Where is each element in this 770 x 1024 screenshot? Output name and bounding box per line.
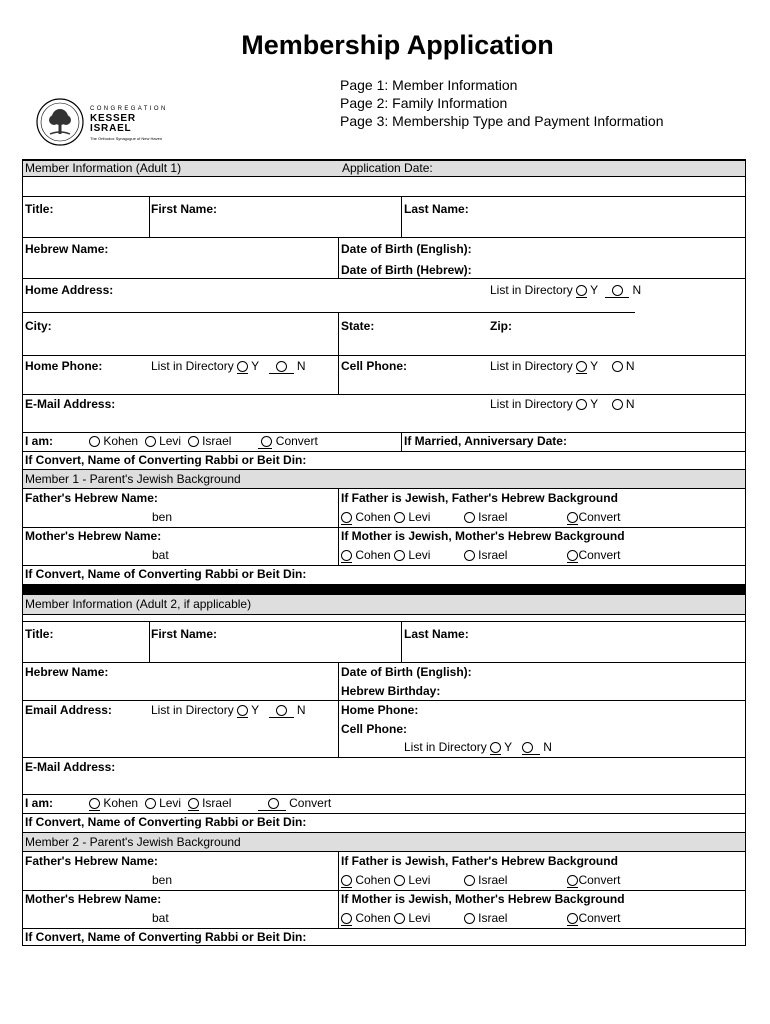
radio-button[interactable] (237, 361, 248, 372)
member1-header: Member 1 - Parent's Jewish Background (25, 472, 241, 486)
israel-label: Israel (202, 434, 232, 448)
adult2-convert-rabbi-label: If Convert, Name of Converting Rabbi or Beit Din: (25, 815, 307, 829)
application-date-label: Application Date: (342, 161, 433, 175)
adult1-convert-rabbi-label: If Convert, Name of Converting Rabbi or Beit Din: (25, 453, 307, 467)
page-title: Membership Application (241, 30, 554, 60)
radio-button[interactable] (464, 550, 475, 561)
member1-mother-hebrew-label: Mother's Hebrew Name: (25, 529, 162, 543)
member1-bat-label: bat (152, 548, 169, 562)
member2-mother-hebrew-label: Mother's Hebrew Name: (25, 892, 162, 906)
radio-button[interactable] (612, 361, 623, 372)
member2-mother-bg-options (341, 911, 621, 925)
member2-bat-label: bat (152, 911, 169, 925)
adult1-home-address-label: Home Address: (25, 283, 114, 297)
adult2-email-directory-option (151, 703, 306, 717)
cohen-label: Cohen (355, 911, 391, 925)
member1-convert-rabbi-label: If Convert, Name of Converting Rabbi or Beit Din: (25, 567, 307, 581)
adult2-cell-directory-option (404, 740, 552, 754)
tree-seal-icon (34, 96, 86, 148)
radio-button[interactable] (276, 361, 287, 372)
adult2-header: Member Information (Adult 2, if applicable) (25, 597, 252, 611)
radio-button[interactable] (464, 913, 475, 924)
adult1-home-phone-label: Home Phone: (25, 359, 103, 373)
radio-button[interactable] (261, 436, 272, 447)
radio-button[interactable] (341, 550, 352, 561)
adult1-email-label: E-Mail Address: (25, 397, 116, 411)
no-label: N (296, 703, 306, 717)
israel-label: Israel (478, 548, 508, 562)
adult2-first-name-label: First Name: (151, 627, 218, 641)
adult1-zip-label: Zip: (490, 319, 512, 333)
anniversary-date-label: If Married, Anniversary Date: (404, 434, 567, 448)
logo-line3: The Orthodox Synagogue of New Haven (90, 136, 163, 141)
radio-button[interactable] (612, 285, 623, 296)
no-label: N (625, 359, 635, 373)
adult2-email-address-label: Email Address: (25, 703, 112, 717)
list-in-directory-label: List in Directory (151, 703, 234, 717)
logo-line1: CONGREGATION (90, 106, 168, 112)
member2-convert-rabbi-label: If Convert, Name of Converting Rabbi or Beit Din: (25, 930, 307, 944)
cohen-label: Cohen (355, 873, 391, 887)
radio-button[interactable] (341, 913, 352, 924)
list-in-directory-label: List in Directory (490, 283, 573, 297)
adult2-email-label: E-Mail Address: (25, 760, 116, 774)
adult2-dob-english-label: Date of Birth (English): (341, 665, 472, 679)
membership-form (22, 159, 746, 946)
levi-label: Levi (408, 873, 431, 887)
address-directory-option (490, 283, 641, 297)
list-in-directory-label: List in Directory (404, 740, 487, 754)
adult1-lineage-options (89, 434, 318, 448)
member2-ben-label: ben (152, 873, 173, 887)
convert-label: Convert (578, 873, 621, 887)
adult1-i-am-label: I am: (25, 434, 54, 448)
list-in-directory-label: List in Directory (490, 359, 573, 373)
radio-button[interactable] (237, 705, 248, 716)
yes-label: Y (504, 740, 513, 754)
radio-button[interactable] (464, 512, 475, 523)
yes-label: Y (251, 359, 260, 373)
radio-button[interactable] (276, 705, 287, 716)
radio-button[interactable] (567, 512, 578, 523)
email-directory-option (490, 397, 635, 411)
member1-mother-bg-label: If Mother is Jewish, Mother's Hebrew Background (341, 529, 625, 543)
radio-button[interactable] (567, 913, 578, 924)
radio-button[interactable] (341, 512, 352, 523)
radio-button[interactable] (394, 550, 405, 561)
radio-button[interactable] (145, 798, 156, 809)
adult2-cell-phone-label: Cell Phone: (341, 722, 408, 736)
radio-button[interactable] (567, 875, 578, 886)
section-divider (23, 584, 745, 594)
page-index-item: Page 2: Family Information (340, 95, 508, 111)
levi-label: Levi (159, 796, 182, 810)
levi-label: Levi (408, 510, 431, 524)
member2-mother-bg-label: If Mother is Jewish, Mother's Hebrew Background (341, 892, 625, 906)
adult2-last-name-label: Last Name: (404, 627, 469, 641)
radio-button[interactable] (576, 399, 587, 410)
page-index-item: Page 1: Member Information (340, 77, 518, 93)
logo-line2: KESSER ISRAEL (90, 113, 136, 134)
adult1-hebrew-name-label: Hebrew Name: (25, 242, 109, 256)
radio-button[interactable] (145, 436, 156, 447)
no-label: N (296, 359, 306, 373)
adult2-i-am-label: I am: (25, 796, 54, 810)
member2-father-hebrew-label: Father's Hebrew Name: (25, 854, 158, 868)
convert-label: Convert (578, 911, 621, 925)
radio-button[interactable] (522, 742, 533, 753)
cell-phone-directory-option (490, 359, 635, 373)
page-index-item: Page 3: Membership Type and Payment Information (340, 113, 664, 129)
list-in-directory-label: List in Directory (490, 397, 573, 411)
levi-label: Levi (408, 911, 431, 925)
member1-father-bg-label: If Father is Jewish, Father's Hebrew Background (341, 491, 618, 505)
no-label: N (625, 397, 635, 411)
member1-father-bg-options (341, 510, 621, 524)
cohen-label: Cohen (355, 510, 391, 524)
israel-label: Israel (478, 911, 508, 925)
adult2-hebrew-birthday-label: Hebrew Birthday: (341, 684, 441, 698)
adult1-title-label: Title: (25, 202, 54, 216)
radio-button[interactable] (188, 436, 199, 447)
convert-label: Convert (578, 548, 621, 562)
adult2-home-phone-label: Home Phone: (341, 703, 419, 717)
convert-label: Convert (578, 510, 621, 524)
radio-button[interactable] (394, 512, 405, 523)
adult1-dob-english-label: Date of Birth (English): (341, 242, 472, 256)
member2-father-bg-options (341, 873, 621, 887)
adult2-hebrew-name-label: Hebrew Name: (25, 665, 109, 679)
radio-button[interactable] (89, 798, 100, 809)
cohen-label: Cohen (355, 548, 391, 562)
kohen-label: Kohen (103, 796, 139, 810)
radio-button[interactable] (490, 742, 501, 753)
adult1-first-name-label: First Name: (151, 202, 218, 216)
adult1-last-name-label: Last Name: (404, 202, 469, 216)
radio-button[interactable] (612, 399, 623, 410)
radio-button[interactable] (576, 361, 587, 372)
member2-father-bg-label: If Father is Jewish, Father's Hebrew Background (341, 854, 618, 868)
adult1-header: Member Information (Adult 1) (25, 161, 182, 175)
adult2-lineage-options (89, 796, 331, 810)
no-label: N (543, 740, 552, 754)
adult2-title-label: Title: (25, 627, 54, 641)
adult1-city-label: City: (25, 319, 52, 333)
radio-button[interactable] (567, 550, 578, 561)
radio-button[interactable] (464, 875, 475, 886)
yes-label: Y (251, 703, 260, 717)
israel-label: Israel (478, 510, 508, 524)
member1-ben-label: ben (152, 510, 173, 524)
radio-button[interactable] (268, 798, 279, 809)
home-phone-directory-option (151, 359, 306, 373)
member1-mother-bg-options (341, 548, 621, 562)
adult1-cell-phone-label: Cell Phone: (341, 359, 408, 373)
convert-label: Convert (275, 434, 318, 448)
member1-father-hebrew-label: Father's Hebrew Name: (25, 491, 158, 505)
member2-header: Member 2 - Parent's Jewish Background (25, 835, 241, 849)
radio-button[interactable] (188, 798, 199, 809)
yes-label: Y (590, 359, 599, 373)
radio-button[interactable] (576, 285, 587, 296)
page-index (340, 76, 663, 130)
levi-label: Levi (159, 434, 182, 448)
radio-button[interactable] (89, 436, 100, 447)
levi-label: Levi (408, 548, 431, 562)
congregation-logo (34, 96, 174, 148)
no-label: N (632, 283, 642, 297)
adult1-state-label: State: (341, 319, 375, 333)
kohen-label: Kohen (103, 434, 139, 448)
israel-label: Israel (478, 873, 508, 887)
radio-button[interactable] (394, 913, 405, 924)
radio-button[interactable] (394, 875, 405, 886)
yes-label: Y (590, 283, 599, 297)
adult1-dob-hebrew-label: Date of Birth (Hebrew): (341, 263, 472, 277)
list-in-directory-label: List in Directory (151, 359, 234, 373)
israel-label: Israel (202, 796, 232, 810)
yes-label: Y (590, 397, 599, 411)
convert-label: Convert (289, 796, 332, 810)
radio-button[interactable] (341, 875, 352, 886)
